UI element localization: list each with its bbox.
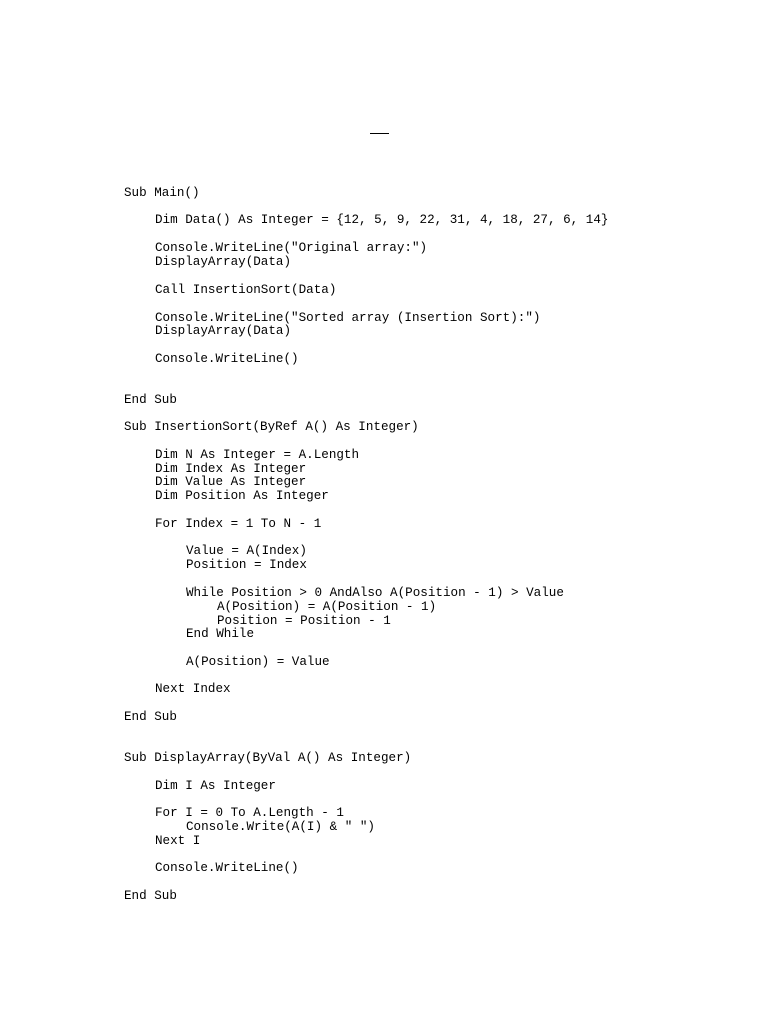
code-line: Console.WriteLine(): [155, 352, 299, 366]
code-line: Sub InsertionSort(ByRef A() As Integer): [124, 420, 419, 434]
code-line: Console.WriteLine("Sorted array (Insertion Sort):"): [155, 311, 541, 325]
code-line: Next I: [155, 834, 201, 848]
code-line: A(Position) = Value: [186, 655, 330, 669]
code-line: Console.WriteLine(): [155, 861, 299, 875]
code-line: DisplayArray(Data): [155, 255, 292, 269]
code-line: Console.Write(A(I) & " "): [186, 820, 375, 834]
code-line: DisplayArray(Data): [155, 324, 292, 338]
code-line: Call InsertionSort(Data): [155, 283, 337, 297]
code-line: Position = Index: [186, 558, 307, 572]
code-line: For Index = 1 To N - 1: [155, 517, 322, 531]
code-line: End Sub: [124, 889, 177, 903]
code-line: Next Index: [155, 682, 231, 696]
code-line: Dim I As Integer: [155, 779, 276, 793]
code-line: Position = Position - 1: [217, 614, 391, 628]
code-line: Console.WriteLine("Original array:"): [155, 241, 428, 255]
header-rule: [370, 133, 389, 134]
code-line: Sub Main(): [124, 186, 200, 200]
code-line: Dim Value As Integer: [155, 475, 307, 489]
code-line: Sub DisplayArray(ByVal A() As Integer): [124, 751, 412, 765]
code-line: A(Position) = A(Position - 1): [217, 600, 437, 614]
code-line: End Sub: [124, 393, 177, 407]
code-line: Dim N As Integer = A.Length: [155, 448, 360, 462]
code-line: Dim Data() As Integer = {12, 5, 9, 22, 31, 4, 18, 27, 6, 14}: [155, 213, 609, 227]
code-line: End While: [186, 627, 255, 641]
code-line: Dim Index As Integer: [155, 462, 307, 476]
code-line: For I = 0 To A.Length - 1: [155, 806, 344, 820]
code-line: Dim Position As Integer: [155, 489, 329, 503]
code-line: While Position > 0 AndAlso A(Position - 1) > Value: [186, 586, 564, 600]
code-line: End Sub: [124, 710, 177, 724]
code-line: Value = A(Index): [186, 544, 307, 558]
